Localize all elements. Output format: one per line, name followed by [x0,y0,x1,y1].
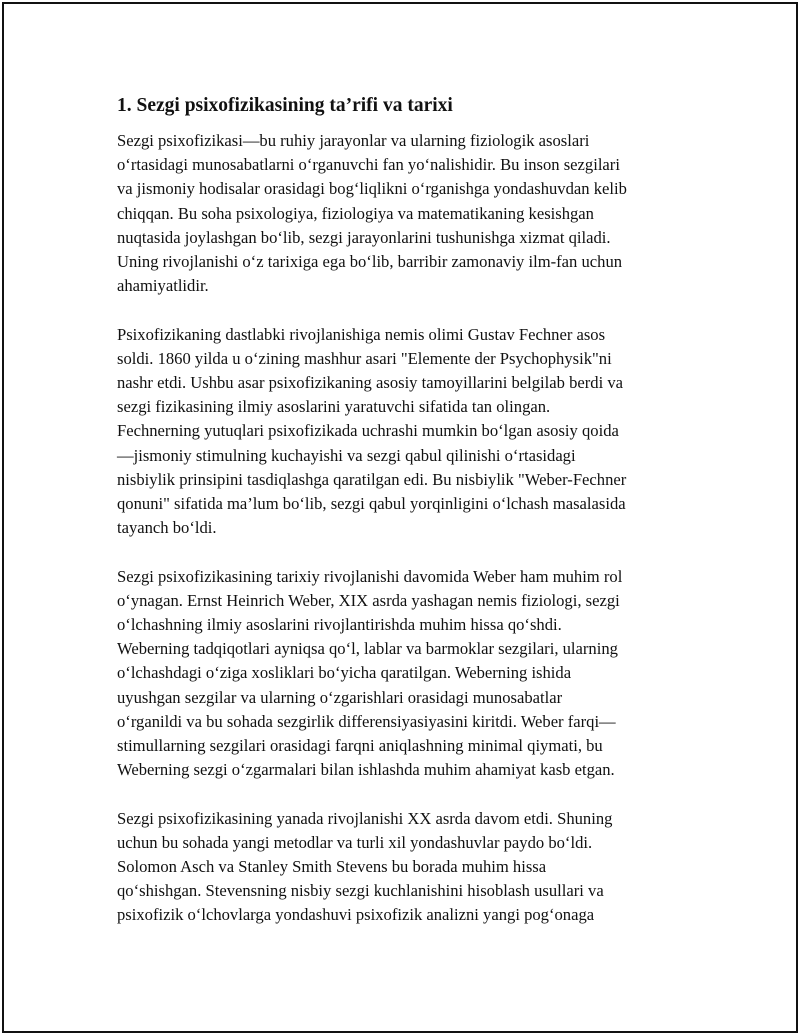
text-line: Uning rivojlanishi o‘z tarixiga ega bo‘lib, barribir zamonaviy ilm-fan uchun [117,252,623,272]
text-line: o‘lchashdagi o‘ziga xosliklari bo‘yicha qaratilgan. Weberning ishida [117,663,572,683]
text-line: Sezgi psixofizikasining tarixiy rivojlanishi davomida Weber ham muhim rol [117,566,623,586]
paragraph-twentieth-century [117,807,697,928]
text-line: Fechnerning yutuqlari psixofizikada uchrashi mumkin bo‘lgan asosiy qoida [117,421,619,441]
section-title: 1. Sezgi psixofizikasining ta’rifi va tarixi [117,95,453,116]
text-line: o‘rtasidagi munosabatlarni o‘rganuvchi fan yo‘nalishidir. Bu inson sezgilari [117,155,620,175]
text-line: o‘lchashning ilmiy asoslarini rivojlantirishda muhim hissa qo‘shdi. [117,615,562,635]
paragraph-weber [117,565,697,783]
text-line: tayanch bo‘ldi. [117,518,217,538]
text-line: psixofizik o‘lchovlarga yondashuvi psixofizik analizni yangi pog‘onaga [117,905,595,925]
text-line: chiqqan. Bu soha psixologiya, fiziologiya va matematikaning kesishgan [117,203,594,223]
text-line: nisbiylik prinsipini tasdiqlashga qaratilgan edi. Bu nisbiylik "Weber-Fechner [117,469,627,489]
text-line: Solomon Asch va Stanley Smith Stevens bu borada muhim hissa [117,857,547,877]
text-line: Sezgi psixofizikasining yanada rivojlanishi XX asrda davom etdi. Shuning [117,808,613,828]
paragraph-definition [117,129,697,298]
text-line: nuqtasida joylashgan bo‘lib, sezgi jarayonlarini tushunishga xizmat qiladi. [117,227,611,247]
text-line: stimullarning sezgilari orasidagi farqni aniqlashning minimal qiymati, bu [117,736,603,756]
paragraph-fechner [117,323,697,541]
text-line: o‘rganildi va bu sohada sezgirlik differensiyasiyasini kiritdi. Weber farqi— [117,711,616,731]
text-line: Weberning sezgi o‘zgarmalari bilan ishlashda muhim ahamiyat kasb etgan. [117,760,615,780]
text-line: soldi. 1860 yilda u o‘zining mashhur asari "Elemente der Psychophysik"ni [117,348,612,368]
text-line: uchun bu sohada yangi metodlar va turli xil yondashuvlar paydo bo‘ldi. [117,832,593,852]
text-line: Sezgi psixofizikasi—bu ruhiy jarayonlar va ularning fiziologik asoslari [117,131,590,150]
text-line: ahamiyatlidir. [117,276,209,296]
text-line: Weberning tadqiqotlari ayniqsa qo‘l, lablar va barmoklar sezgilari, ularning [117,639,618,659]
text-line: qo‘shishgan. Stevensning nisbiy sezgi kuchlanishini hisoblash usullari va [117,881,604,901]
text-line: qonuni" sifatida ma’lum bo‘lib, sezgi qabul yorqinligini o‘lchash masalasida [117,494,626,514]
text-line: o‘ynagan. Ernst Heinrich Weber, XIX asrda yashagan nemis fiziologi, sezgi [117,590,620,610]
text-line: Psixofizikaning dastlabki rivojlanishiga nemis olimi Gustav Fechner asos [117,324,606,344]
text-line: uyushgan sezgilar va ularning o‘zgarishlari orasidagi munosabatlar [117,687,563,707]
text-line: —jismoniy stimulning kuchayishi va sezgi qabul qilinishi o‘rtasidagi [117,445,576,465]
text-line: sezgi fizikasining ilmiy asoslarini yaratuvchi sifatida tan olingan. [117,397,551,417]
text-line: nashr etdi. Ushbu asar psixofizikaning asosiy tamoyillarini belgilab berdi va [117,373,623,393]
document-body [117,93,697,952]
text-line: va jismoniy hodisalar orasidagi bog‘liqlikni o‘rganishga yondashuvdan kelib [117,179,627,199]
